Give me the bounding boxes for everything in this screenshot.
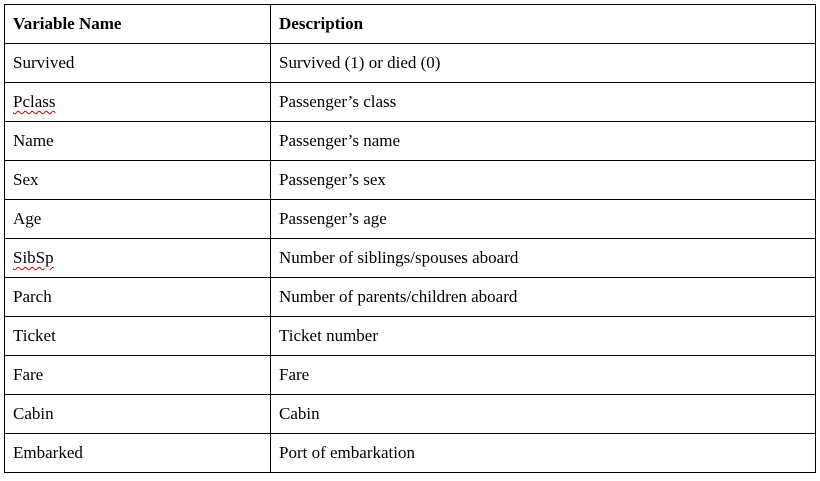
- table-row: [5, 356, 816, 395]
- description-cell: Number of siblings/spouses aboard: [271, 239, 816, 278]
- variable-name-cell: [5, 317, 271, 356]
- variable-name-cell: [5, 434, 271, 473]
- variable-name: Pclass: [13, 92, 56, 111]
- variable-name: Sex: [13, 170, 39, 189]
- variable-name-cell: [5, 395, 271, 434]
- table-row: [5, 83, 816, 122]
- description-cell: Passenger’s sex: [271, 161, 816, 200]
- variable-name-cell: [5, 44, 271, 83]
- table-row: [5, 200, 816, 239]
- header-variable-name: Variable Name: [5, 5, 271, 44]
- variable-name: SibSp: [13, 248, 54, 267]
- variable-name-cell: [5, 239, 271, 278]
- table-row: [5, 239, 816, 278]
- variable-name-cell: [5, 122, 271, 161]
- table-row: [5, 317, 816, 356]
- description-cell: Fare: [271, 356, 816, 395]
- description-cell: Port of embarkation: [271, 434, 816, 473]
- variable-name: Fare: [13, 365, 44, 384]
- description-cell: Cabin: [271, 395, 816, 434]
- header-description: Description: [271, 5, 816, 44]
- table-row: [5, 161, 816, 200]
- variable-name: Name: [13, 131, 54, 150]
- variable-name-cell: [5, 83, 271, 122]
- description-cell: Number of parents/children aboard: [271, 278, 816, 317]
- variable-name: Embarked: [13, 443, 83, 462]
- variable-name: Parch: [13, 287, 52, 306]
- table-header-row: [5, 5, 816, 44]
- variable-name: Survived: [13, 53, 75, 72]
- description-cell: Passenger’s class: [271, 83, 816, 122]
- variable-name-cell: [5, 278, 271, 317]
- description-cell: Ticket number: [271, 317, 816, 356]
- description-cell: Passenger’s name: [271, 122, 816, 161]
- variable-name-cell: [5, 356, 271, 395]
- variable-table: [4, 4, 816, 473]
- table-row: [5, 122, 816, 161]
- variable-name: Ticket: [13, 326, 56, 345]
- table-row: [5, 44, 816, 83]
- table-row: [5, 395, 816, 434]
- table-row: [5, 278, 816, 317]
- variable-name-cell: [5, 161, 271, 200]
- variable-name: Cabin: [13, 404, 54, 423]
- description-cell: Passenger’s age: [271, 200, 816, 239]
- variable-name: Age: [13, 209, 42, 228]
- table-row: [5, 434, 816, 473]
- variable-name-cell: [5, 200, 271, 239]
- description-cell: Survived (1) or died (0): [271, 44, 816, 83]
